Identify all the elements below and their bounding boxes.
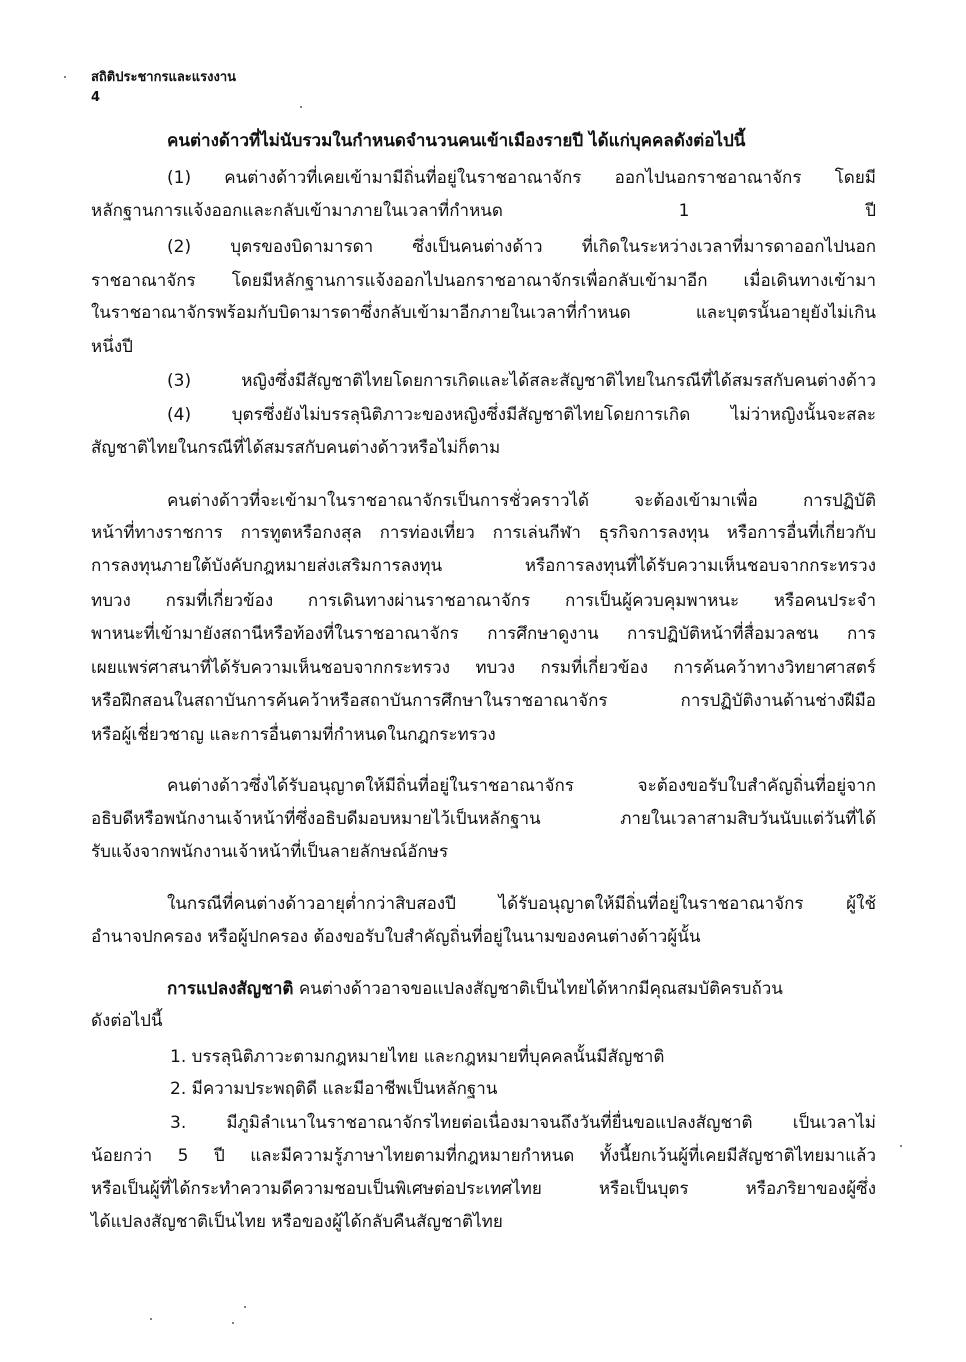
paragraph-line: (2) บุตรของบิดามารดา ซึ่งเป็นคนต่างด้าว ที่เกิดในระหว่างเวลาที่มารดาออกไปนอก [167, 237, 876, 257]
paragraph-line: หลักฐานการแจ้งออกและกลับเข้ามาภายในเวลาที่กำหนด 1 ปี [91, 201, 876, 221]
paragraph-line: อำนาจปกครอง หรือผู้ปกครอง ต้องขอรับใบสำคัญถิ่นที่อยู่ในนามของคนต่างด้าวผู้นั้น [91, 927, 701, 947]
paragraph-line: การลงทุนภายใต้บังคับกฎหมายส่งเสริมการลงทุน หรือการลงทุนที่ได้รับความเห็นชอบจากกระทรวง [91, 556, 876, 576]
paragraph-line: สัญชาติไทยในกรณีที่ได้สมรสกับคนต่างด้าวหรือไม่ก็ตาม [91, 438, 501, 458]
paragraph-line: หน้าที่ทางราชการ การทูตหรือกงสุล การท่องเที่ยว การเล่นกีฬา ธุรกิจการลงทุน หรือการอื่นที่เกี่ยวกับ [91, 523, 876, 543]
list-item: 1. บรรลุนิติภาวะตามกฎหมายไทย และกฎหมายที่บุคคลนั้นมีสัญชาติ [170, 1047, 665, 1067]
paragraph-line: (4) บุตรซึ่งยังไม่บรรลุนิติภาวะของหญิงซึ่งมีสัญชาติไทยโดยการเกิด ไม่ว่าหญิงนั้นจะสละ [167, 405, 876, 425]
scan-speck [232, 1322, 234, 1324]
paragraph-line: อธิบดีหรือพนักงานเจ้าหน้าที่ซึ่งอธิบดีมอบหมายไว้เป็นหลักฐาน ภายในเวลาสามสิบวันนับแต่วันที่ได้ [91, 809, 876, 829]
paragraph-line: หรือฝึกสอนในสถาบันการค้นคว้าหรือสถาบันการศึกษาในราชอาณาจักร การปฏิบัติงานด้านช่างฝีมือ [91, 691, 876, 711]
paragraph-line: เผยแพร่ศาสนาที่ได้รับความเห็นชอบจากกระทรวง ทบวง กรมที่เกี่ยวข้อง การค้นคว้าทางวิทยาศาสตร์ [91, 658, 876, 678]
paragraph-line: ดังต่อไปนี้ [91, 1011, 163, 1031]
scan-speck [150, 1318, 152, 1320]
scan-speck [244, 1306, 246, 1308]
paragraph-line: ในราชอาณาจักรพร้อมกับบิดามารดาซึ่งกลับเข้ามาอีกภายในเวลาที่กำหนด และบุตรนั้นอายุยังไม่เกิน [91, 303, 876, 323]
paragraph-line: ได้แปลงสัญชาติเป็นไทย หรือของผู้ได้กลับคืนสัญชาติไทย [91, 1212, 503, 1232]
paragraph-line: รับแจ้งจากพนักงานเจ้าหน้าที่เป็นลายลักษณ์อักษร [91, 842, 449, 862]
paragraph-line: ราชอาณาจักร โดยมีหลักฐานการแจ้งออกไปนอกราชอาณาจักรเพื่อกลับเข้ามาอีก เมื่อเดินทางเข้ามา [91, 271, 876, 291]
paragraph-line: หรือผู้เชี่ยวชาญ และการอื่นตามที่กำหนดในกฎกระทรวง [91, 725, 496, 745]
scan-speck [300, 106, 302, 108]
paragraph-line: คนต่างด้าวซึ่งได้รับอนุญาตให้มีถิ่นที่อยู่ในราชอาณาจักร จะต้องขอรับใบสำคัญถิ่นที่อยู่จาก [167, 776, 876, 796]
paragraph-line: คนต่างด้าวอาจขอแปลงสัญชาติเป็นไทยได้หากมีคุณสมบัติครบถ้วน [298, 979, 783, 999]
page-number: 4 [91, 90, 101, 105]
section-heading-excluded-aliens: คนต่างด้าวที่ไม่นับรวมในกำหนดจำนวนคนเข้าเมืองรายปี ได้แก่บุคคลดังต่อไปนี้ [167, 131, 746, 151]
paragraph-line: พาหนะที่เข้ามายังสถานีหรือท้องที่ในราชอาณาจักร การศึกษาดูงาน การปฏิบัติหน้าที่สื่อมวลชน การ [91, 624, 876, 644]
paragraph-line: หรือเป็นผู้ที่ได้กระทำความดีความชอบเป็นพิเศษต่อประเทศไทย หรือเป็นบุตร หรือภริยาของผู้ซึ่ง [91, 1179, 876, 1199]
scan-speck [900, 1145, 902, 1147]
paragraph-line: (1) คนต่างด้าวที่เคยเข้ามามีถิ่นที่อยู่ในราชอาณาจักร ออกไปนอกราชอาณาจักร โดยมี [167, 168, 876, 188]
list-item: 2. มีความประพฤติดี และมีอาชีพเป็นหลักฐาน [170, 1079, 498, 1099]
paragraph-line: คนต่างด้าวที่จะเข้ามาในราชอาณาจักรเป็นการชั่วคราวได้ จะต้องเข้ามาเพื่อ การปฏิบัติ [167, 491, 876, 511]
naturalization-heading: การแปลงสัญชาติ [167, 979, 294, 999]
running-header-title: สถิติประชากรและแรงงาน [91, 70, 237, 85]
paragraph-line: ทบวง กรมที่เกี่ยวข้อง การเดินทางผ่านราชอาณาจักร การเป็นผู้ควบคุมพาหนะ หรือคนประจำ [91, 591, 876, 611]
naturalization-line [167, 978, 876, 1000]
scan-speck [64, 76, 66, 78]
paragraph-line: น้อยกว่า 5 ปี และมีความรู้ภาษาไทยตามที่กฎหมายกำหนด ทั้งนี้ยกเว้นผู้ที่เคยมีสัญชาติไทยมาแล้ว [91, 1146, 876, 1166]
paragraph-line: หนึ่งปี [91, 337, 133, 357]
paragraph-line: ในกรณีที่คนต่างด้าวอายุต่ำกว่าสิบสองปี ได้รับอนุญาตให้มีถิ่นที่อยู่ในราชอาณาจักร ผู้ใช้ [167, 894, 876, 914]
paragraph-line: (3) หญิงซึ่งมีสัญชาติไทยโดยการเกิดและได้สละสัญชาติไทยในกรณีที่ได้สมรสกับคนต่างด้าว [167, 371, 876, 391]
list-item: 3. มีภูมิลำเนาในราชอาณาจักรไทยต่อเนื่องมาจนถึงวันที่ยื่นขอแปลงสัญชาติ เป็นเวลาไม่ [170, 1113, 876, 1133]
